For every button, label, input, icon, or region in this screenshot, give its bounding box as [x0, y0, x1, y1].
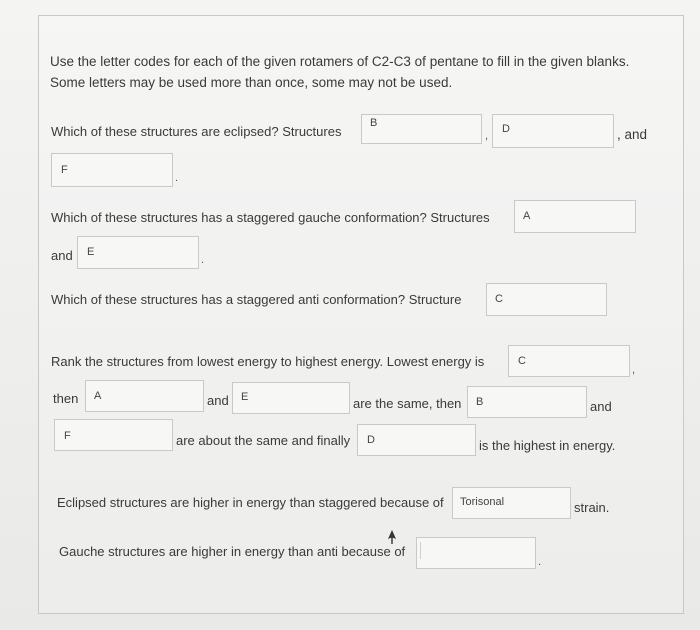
q1-prompt: Which of these structures are eclipsed? Structures — [51, 124, 342, 139]
q4-then-label: then — [53, 391, 79, 406]
q2-answer-1-field[interactable] — [514, 200, 636, 233]
q3-prompt: Which of these structures has a staggered anti conformation? Structure — [51, 292, 462, 307]
q4-and-field[interactable] — [232, 382, 350, 414]
q4-same-value: B — [476, 396, 484, 408]
q5-answer-value: Torisonal — [460, 496, 505, 508]
q1-answer-1-field[interactable] — [361, 114, 482, 144]
q2-period: . — [201, 254, 205, 266]
q6-period: . — [538, 556, 542, 568]
q4-about-label: are about the same and finally — [176, 433, 351, 448]
q1-answer-3-value: F — [61, 164, 68, 176]
q4-then-value: A — [94, 390, 102, 402]
q5-answer-field[interactable] — [452, 487, 571, 519]
q2-answer-2-value: E — [87, 246, 95, 258]
q1-and-label: , and — [617, 127, 648, 142]
text-caret — [420, 542, 421, 559]
q1-separator: , — [485, 130, 489, 142]
q2-answer-1-value: A — [523, 210, 531, 222]
q1-answer-2-field[interactable] — [492, 114, 614, 148]
q4-same-label: are the same, then — [353, 396, 462, 411]
q4-f-value: F — [64, 430, 71, 442]
q1-answer-3-field[interactable] — [51, 153, 173, 187]
q5-prompt: Eclipsed structures are higher in energy than staggered because of — [57, 495, 444, 510]
q2-and-label: and — [51, 248, 73, 263]
q6-answer-field[interactable] — [416, 537, 536, 569]
mouse-pointer-icon — [387, 530, 397, 544]
q5-strain-label: strain. — [574, 500, 610, 515]
q4-f-field[interactable] — [54, 419, 173, 451]
q4-and-label: and — [207, 393, 229, 408]
instructions-line-2: Some letters may be used more than once, some may not be used. — [50, 75, 453, 90]
q1-answer-2-value: D — [502, 123, 510, 135]
instructions-line-1: Use the letter codes for each of the given rotamers of C2-C3 of pentane to fill in the given blanks. — [50, 54, 630, 69]
q4-prompt: Rank the structures from lowest energy to highest energy. Lowest energy is — [51, 354, 485, 369]
q4-and-value: E — [241, 391, 249, 403]
q4-highest-label: is the highest in energy. — [479, 438, 616, 453]
instructions — [50, 51, 629, 93]
q1-period: . — [175, 172, 179, 184]
q3-answer-value: C — [495, 293, 503, 305]
q4-final-field[interactable] — [357, 424, 476, 456]
q4-final-value: D — [367, 434, 375, 446]
q6-prompt: Gauche structures are higher in energy than anti because of — [59, 544, 406, 559]
q2-prompt: Which of these structures has a staggered gauche conformation? Structures — [51, 210, 490, 225]
q3-answer-field[interactable] — [486, 283, 607, 316]
q4-lowest-value: C — [518, 355, 526, 367]
q4-comma: , — [632, 364, 636, 376]
q4-lowest-field[interactable] — [508, 345, 630, 377]
q4-then-field[interactable] — [85, 380, 204, 412]
q4-same-field[interactable] — [467, 386, 587, 418]
q1-answer-1-value: B — [370, 117, 378, 129]
q2-answer-2-field[interactable] — [77, 236, 199, 269]
q4-and2-label: and — [590, 399, 612, 414]
